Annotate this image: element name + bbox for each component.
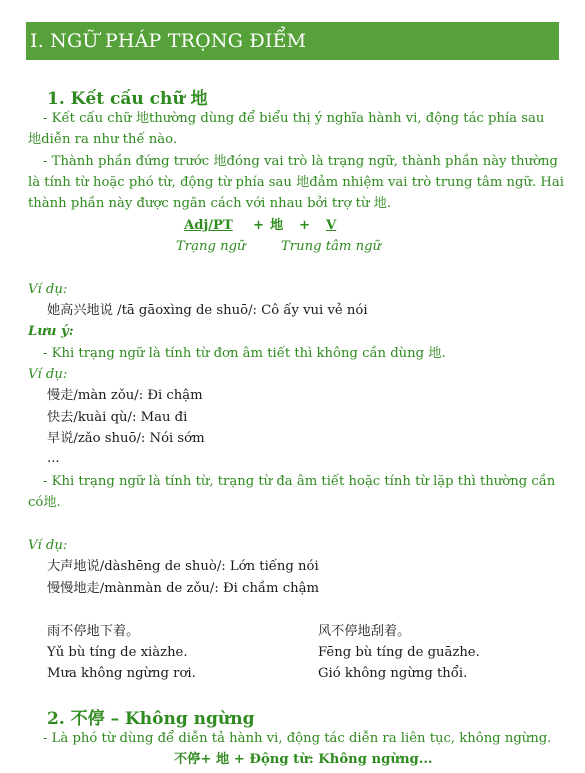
note2-line1: - Khi trạng ngữ là tính từ, trạng từ đa âm tiết hoặc tính từ lặp thì thường cần [43, 474, 556, 489]
para1-line2: 地diễn ra như thế nào. [28, 132, 178, 147]
formula-plus-2: + [299, 218, 311, 233]
heading-bu-ting: 2. 不停 – Không ngừng [47, 709, 255, 729]
para2-line3: thành phần này được ngăn cách với nhau bởi trợ từ 地. [28, 196, 392, 211]
formula-v: V [326, 218, 337, 233]
bu-ting-formula: 不停+ 地 + Động từ: Không ngừng... [174, 752, 433, 767]
example-2-item: 慢走/màn zǒu/: Đi chậm [47, 388, 203, 403]
example-2-item: 早说/zǎo shuō/: Nói sớm [47, 431, 205, 446]
para2-line2: là tính từ hoặc phó từ, động từ phía sau 地đảm nhiệm vai trò trung tâm ngữ. Hai [28, 175, 564, 190]
bu-ting-line1: - Là phó từ dùng để diễn tả hành vi, động tác diễn ra liên tục, không ngừng. [43, 731, 552, 746]
luu-y-label: Lưu ý: [28, 324, 74, 339]
formula-label-trang-ngu: Trạng ngữ [176, 239, 246, 254]
vidu-label-3: Ví dụ: [28, 538, 68, 553]
note2-line2: có地. [28, 495, 61, 510]
example-3-item: 大声地说/dàshēng de shuò/: Lớn tiếng nói [47, 559, 319, 574]
pair-left-hanzi: 雨不停地下着。 [47, 624, 140, 639]
pair-right-meaning: Gió không ngừng thổi. [318, 666, 468, 681]
example-2-item: 快去/kuài qù/: Mau đi [47, 410, 188, 425]
pair-right-pinyin: Fēng bù tíng de guāzhe. [318, 645, 480, 660]
pair-left-meaning: Mưa không ngừng rơi. [47, 666, 196, 681]
para1-line1: - Kết cấu chữ 地thường dùng để biểu thị ý nghĩa hành vi, động tác phía sau [43, 111, 545, 126]
formula-plus-1: + [253, 218, 265, 233]
heading-ket-cau: 1. Kết cấu chữ 地 [47, 89, 208, 109]
example-2-ellipsis: ... [47, 451, 60, 466]
section-banner: I. NGỮ PHÁP TRỌNG ĐIỂM [26, 22, 559, 60]
pair-right-hanzi: 风不停地刮着。 [318, 624, 411, 639]
formula-adj: Adj/PT [184, 218, 233, 233]
formula-de: 地 [270, 218, 284, 233]
vidu-label-2: Ví dụ: [28, 367, 68, 382]
example-1: 她高兴地说 /tā gāoxìng de shuō/: Cô ấy vui vẻ nói [47, 303, 368, 318]
pair-left-pinyin: Yǔ bù tíng de xiàzhe. [47, 645, 188, 660]
luu-y-text: - Khi trạng ngữ là tính từ đơn âm tiết thì không cần dùng 地. [43, 346, 446, 361]
example-3-item: 慢慢地走/mànmàn de zǒu/: Đi chầm chậm [47, 581, 319, 596]
para2-line1: - Thành phần đứng trước 地đóng vai trò là trạng ngữ, thành phần này thường [43, 154, 558, 169]
vidu-label-1: Ví dụ: [28, 282, 68, 297]
formula-label-trung-tam-ngu: Trung tâm ngữ [281, 239, 382, 254]
